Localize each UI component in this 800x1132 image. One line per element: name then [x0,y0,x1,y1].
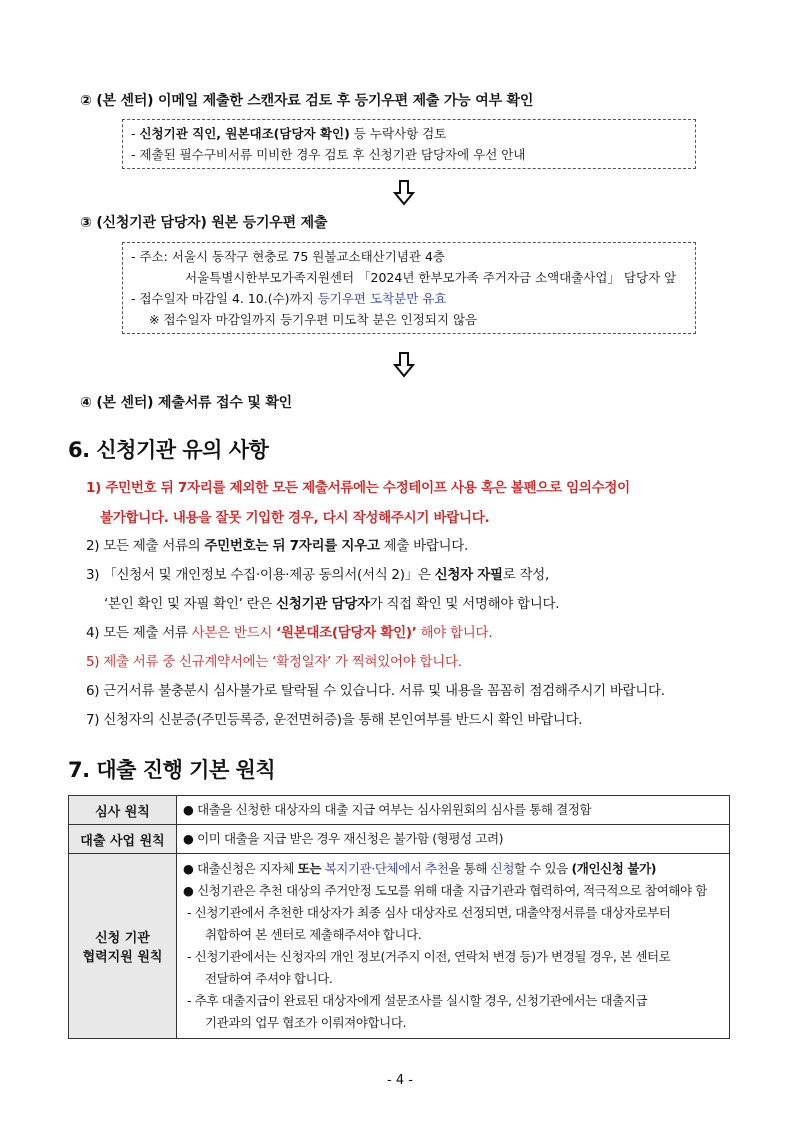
down-arrow-icon [393,352,415,378]
step-3: ③ (신청기관 담당자) 원본 등기우편 제출 [80,215,328,231]
page-number: - 4 - [387,1073,413,1088]
deadline-note: ※ 접수일자 마감일까지 등기우편 미도착 분은 인정되지 않음 [149,312,478,327]
notice-4: 4) 모든 제출 서류 사본은 반드시 ‘원본대조(담당자 확인)’ 해야 합니다. [86,625,493,641]
notice-6: 6) 근거서류 불충분시 심사불가로 탈락될 수 있습니다. 서류 및 내용을 꼼꼼히 점검해주시기 바랍니다. [86,683,665,699]
row-text: ● 이미 대출을 지급 받은 경우 재신청은 불가함 (형평성 고려) [177,825,730,854]
recipient-line: 서울특별시한부모가족지원센터 「2024년 한부모가족 주거자금 소액대출사업」 담당자 앞 [185,270,677,285]
row-head: 심사 원칙 [69,796,177,825]
notice-2: 2) 모든 제출 서류의 주민번호는 뒤 7자리를 지우고 제출 바랍니다. [86,538,469,554]
notice-7: 7) 신청자의 신분증(주민등록증, 운전면허증)을 통해 본인여부를 반드시 확인 바랍니다. [86,712,583,728]
table-row [69,825,730,854]
deadline-line: - 접수일자 마감일 4. 10.(수)까지 등기우편 도착분만 유효 [131,291,447,306]
address-line: - 주소: 서울시 동작구 현충로 75 원불교소태산기념관 4층 [131,249,445,264]
notice-1b: 불가합니다. 내용을 잘못 기입한 경우, 다시 작성해주시기 바랍니다. [100,510,490,526]
table-row [69,796,730,825]
notice-3b: ‘본인 확인 및 자필 확인’ 란은 신청기관 담당자가 직접 확인 및 서명해야 합니다. [104,596,560,612]
notice-1a: 1) 주민번호 뒤 7자리를 제외한 모든 제출서류에는 수정테이프 사용 혹은 볼펜으로 임의수정이 [86,480,630,496]
mail-box [122,242,696,334]
section-6-title: 6. 신청기관 유의 사항 [68,438,269,462]
review-box [122,119,696,169]
row-text: ● 대출을 신청한 대상자의 대출 지급 여부는 심사위원회의 심사를 통해 결정함 [177,796,730,825]
row-head: 신청 기관 협력지원 원칙 [69,854,177,1039]
row-text: ● 대출신청은 지자체 또는 복지기관·단체에서 추천을 통해 신청할 수 있음 (개인신청 불가) ● 신청기관은 추천 대상의 주거안정 도모를 위해 대출 지급기관과 협력하여, 적극적으로 참여해야 함 - 신청기관에서 추천한 대상자가 최종 심사 대상자로 선정되면, 대출약정서류를 대상자로부터 취합하여 본 센터로 제출해주셔야 합니다. - 신청기관에서는 신청자의 개인 정보(거주지 이전, 연락처 변경 등)가 변경될 경우, 본 센터로 전달하여 주셔야 합니다. - 추후 대출지급이 완료된 대상자에게 설문조사를 실시할 경우, 신청기관에서는 대출지급 기관과의 업무 협조가 이뤄져야합니다. [177,854,730,1039]
step-4: ④ (본 센터) 제출서류 접수 및 확인 [80,395,292,411]
notice-3a: 3) 「신청서 및 개인정보 수집·이용·제공 동의서(서식 2)」은 신청자 자필로 작성, [86,567,549,583]
principles-table [68,795,730,1039]
notice-5: 5) 제출 서류 중 신규계약서에는 ‘확정일자’ 가 찍혀있어야 합니다. [86,654,462,670]
step-2: ② (본 센터) 이메일 제출한 스캔자료 검토 후 등기우편 제출 가능 여부 확인 [80,93,534,109]
down-arrow-icon [393,180,415,206]
row-head: 대출 사업 원칙 [69,825,177,854]
review-line-1: - 신청기관 직인, 원본대조(담당자 확인) 등 누락사항 검토 [131,126,447,141]
section-7-title: 7. 대출 진행 기본 원칙 [68,758,276,782]
table-row [69,854,730,1039]
review-line-2: - 제출된 필수구비서류 미비한 경우 검토 후 신청기관 담당자에 우선 안내 [131,147,526,162]
